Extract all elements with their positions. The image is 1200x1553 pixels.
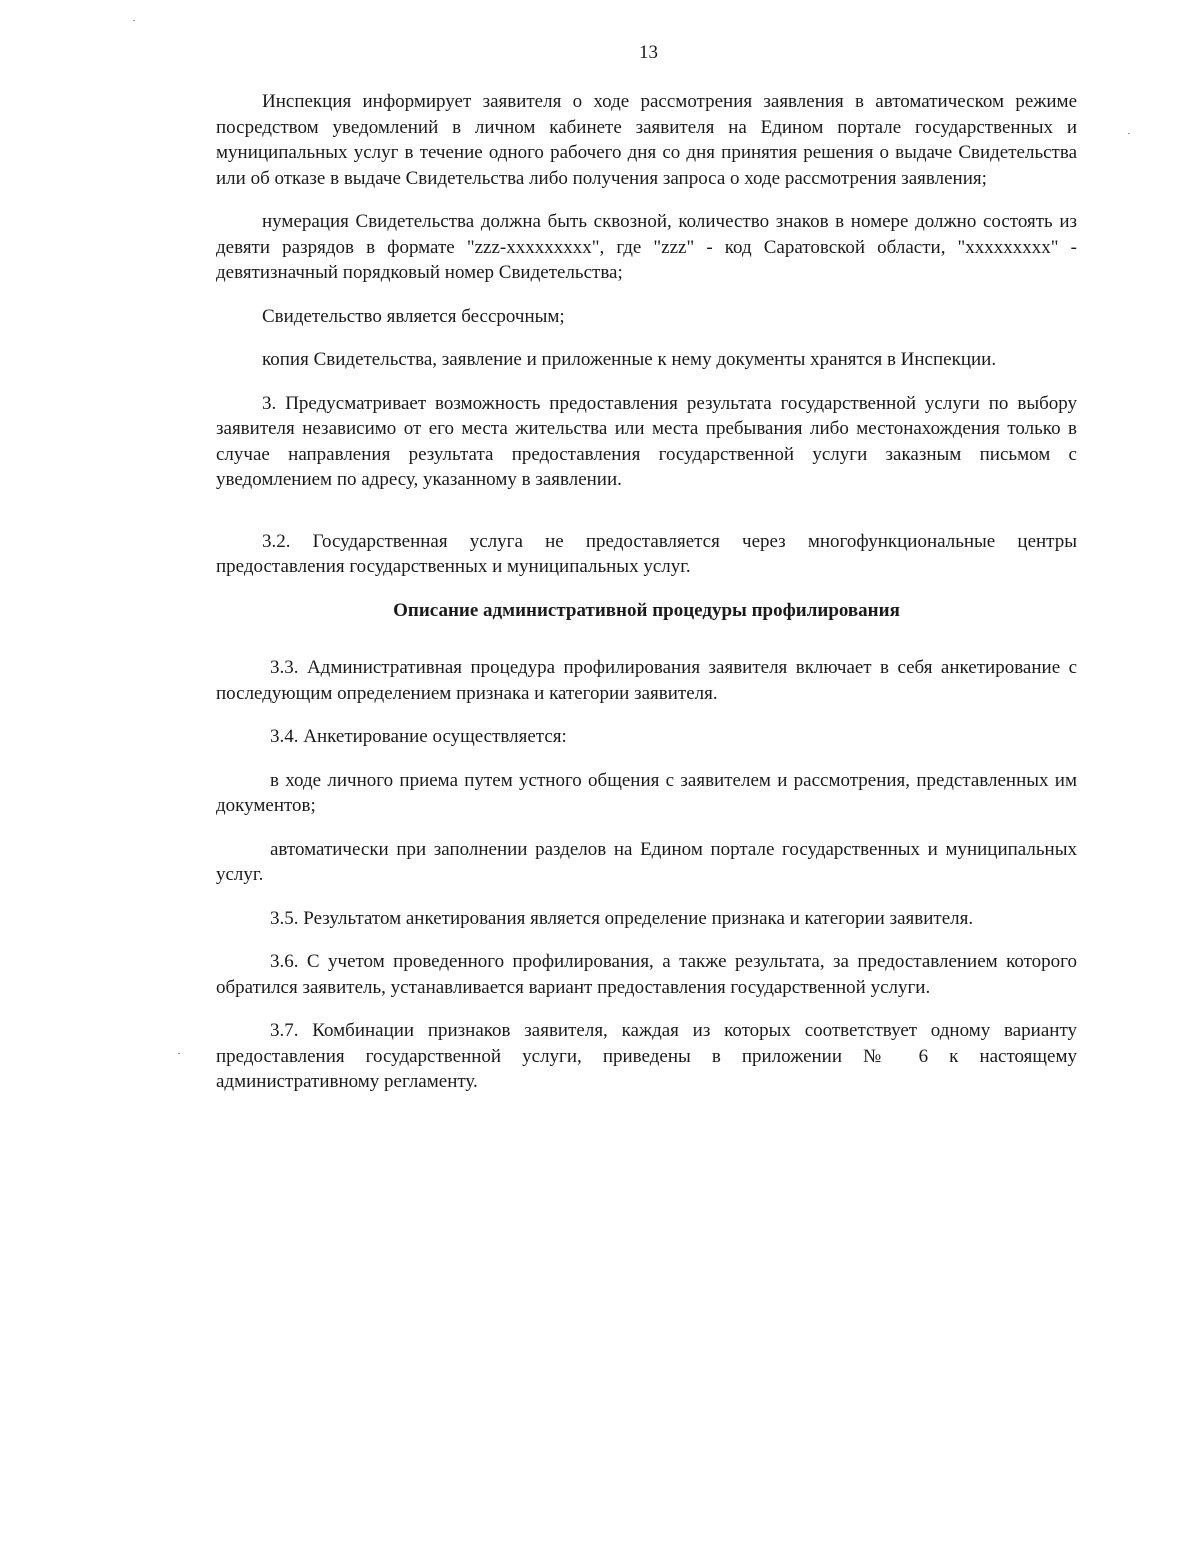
paragraph-notification: Инспекция информирует заявителя о ходе рассмотрения заявления в автоматическом режиме посредством уведомлений в личном кабинете заявителя на Едином портале государственных и муниципальных услуг в течение одного рабочего дня со дня принятия решения о выдаче Свидетельства или об отказе в выдаче Свидетельства либо получения запроса о ходе рассмотрения заявления; xyxy=(216,91,1077,189)
paragraph-3-7: 3.7. Комбинации признаков заявителя, каждая из которых соответствует одному варианту предоставления государственной услуги, приведены в приложении № 6 к настоящему административному регламенту. xyxy=(216,1020,1077,1092)
scan-speck xyxy=(1128,133,1130,134)
paragraph-3-4: 3.4. Анкетирование осуществляется: xyxy=(270,726,567,747)
paragraph-3-2: 3.2. Государственная услуга не предоставляется через многофункциональные центры предоставления государственных и муниципальных услуг. xyxy=(216,530,1077,577)
paragraph-3-3: 3.3. Административная процедура профилирования заявителя включает в себя анкетирование с последующим определением признака и категории заявителя. xyxy=(216,657,1077,704)
paragraph-storage: копия Свидетельства, заявление и приложенные к нему документы хранятся в Инспекции. xyxy=(262,349,997,370)
section-heading: Описание административной процедуры профилирования xyxy=(393,599,900,621)
paragraph-personal-reception: в ходе личного приема путем устного общения с заявителем и рассмотрения, представленных им документов; xyxy=(216,769,1077,816)
scan-speck xyxy=(133,20,135,21)
document-body xyxy=(216,89,1077,1113)
paragraph-numbering: нумерация Свидетельства должна быть сквозной, количество знаков в номере должно состоять из девяти разрядов в формате "zzz-xxxxxxxxx", где "zzz" - код Саратовской области, "xxxxxxxxx" - девятизначный порядковый номер Свидетельства; xyxy=(216,211,1077,283)
paragraph-3: 3. Предусматривает возможность предоставления результата государственной услуги по выбору заявителя независимо от его места жительства или места пребывания либо местонахождения только в случае направления результата предоставления государственной услуги заказным письмом с уведомлением по адресу, указанному в заявлении. xyxy=(216,392,1077,490)
page-number: 13 xyxy=(639,42,658,63)
paragraph-automatic: автоматически при заполнении разделов на Едином портале государственных и муниципальных услуг. xyxy=(216,838,1077,885)
paragraph-3-6: 3.6. С учетом проведенного профилирования, а также результата, за предоставлением которого обратился заявитель, устанавливается вариант предоставления государственной услуги. xyxy=(216,951,1077,998)
paragraph-unlimited: Свидетельство является бессрочным; xyxy=(262,305,565,327)
paragraph-3-5: 3.5. Результатом анкетирования является определение признака и категории заявителя. xyxy=(270,907,974,929)
scan-speck xyxy=(178,1053,180,1054)
